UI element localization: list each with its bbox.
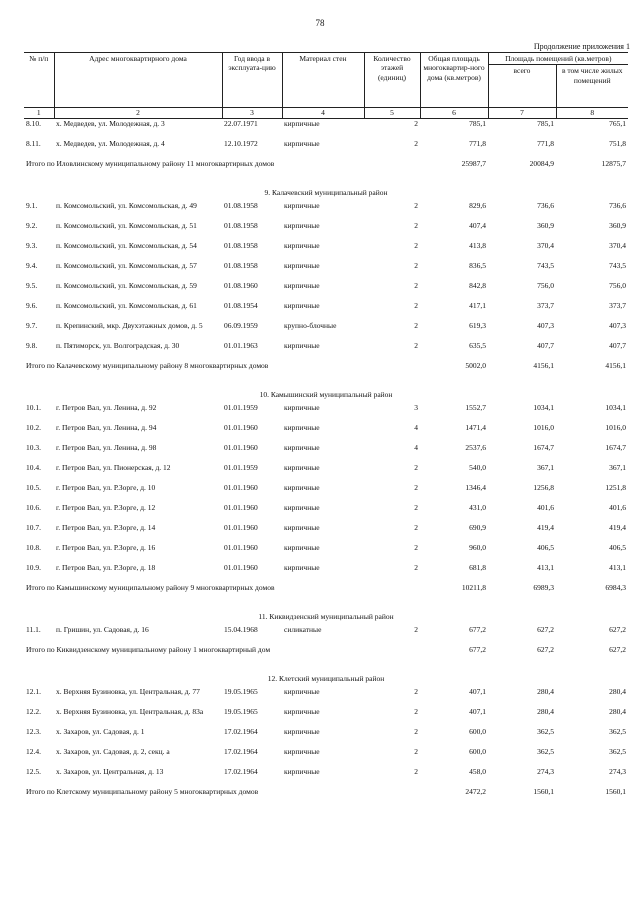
row-total-area: 619,3	[469, 320, 486, 330]
row-premises-area: 362,5	[537, 746, 554, 756]
row-floors: 2	[414, 240, 418, 250]
district-total-row	[24, 583, 628, 609]
row-address: п. Комсомольский, ул. Комсомольская, д. 54	[56, 240, 197, 250]
row-material: кирпичные	[284, 240, 320, 250]
row-year: 01.01.1963	[224, 340, 258, 350]
row-address: г. Петров Вал, ул. Ленина, д. 98	[56, 442, 157, 452]
row-number: 8.10.	[26, 119, 41, 129]
row-material: кирпичные	[284, 200, 320, 210]
continuation-note: Продолжение приложения 1	[533, 42, 630, 51]
row-premises-area: 1034,1	[533, 402, 554, 412]
row-living-area: 280,4	[609, 706, 627, 716]
header-material: Материал стен	[282, 53, 364, 108]
total-area: 677,2	[469, 644, 486, 654]
row-total-area: 960,0	[469, 542, 486, 552]
row-premises-area: 413,1	[537, 562, 554, 572]
row-material: кирпичные	[284, 260, 320, 270]
row-material: кирпичные	[284, 562, 320, 572]
table-row	[24, 423, 628, 443]
row-total-area: 417,1	[469, 300, 486, 310]
table-row	[24, 727, 628, 747]
row-premises-area: 407,7	[537, 340, 554, 350]
column-number: 2	[54, 108, 222, 119]
row-floors: 2	[414, 220, 418, 230]
row-total-area: 407,1	[469, 686, 486, 696]
row-living-area: 736,6	[609, 200, 627, 210]
table-row	[24, 483, 628, 503]
row-address: п. Гришин, ул. Садовая, д. 16	[56, 624, 149, 634]
total-label: Итого по Клетскому муниципальному району 5 многоквартирных домов	[26, 786, 259, 796]
row-address: г. Петров Вал, ул. Пионерская, д. 12	[56, 462, 171, 472]
table-row	[24, 261, 628, 281]
row-address: х. Захаров, ул. Центральная, д. 13	[56, 766, 164, 776]
row-year: 01.01.1959	[224, 462, 258, 472]
row-floors: 2	[414, 542, 418, 552]
row-material: силикатные	[284, 624, 322, 634]
header-number: № п/п	[24, 53, 54, 108]
row-living-area: 1251,8	[605, 482, 627, 492]
row-material: кирпичные	[284, 462, 320, 472]
row-material: кирпичные	[284, 402, 320, 412]
row-year: 06.09.1959	[224, 320, 258, 330]
table-body	[24, 119, 628, 813]
total-living-area: 4156,1	[605, 360, 627, 370]
district-section-row	[24, 609, 628, 625]
row-number: 9.4.	[26, 260, 38, 270]
table-row	[24, 321, 628, 341]
row-address: п. Комсомольский, ул. Комсомольская, д. 49	[56, 200, 197, 210]
row-material: кирпичные	[284, 726, 320, 736]
table-row	[24, 221, 628, 241]
table-row	[24, 523, 628, 543]
total-label: Итого по Камышинскому муниципальному району 9 многоквартирных домов	[26, 582, 275, 592]
column-number: 1	[24, 108, 54, 119]
total-label: Итого по Иловлинскому муниципальному району 11 многоквартирных домов	[26, 158, 275, 168]
row-total-area: 600,0	[469, 746, 486, 756]
row-premises-area: 370,4	[537, 240, 554, 250]
header-premises-total: всего	[488, 65, 556, 108]
header-year: Год ввода в эксплуата-цию	[222, 53, 282, 108]
row-address: г. Петров Вал, ул. Р.Зорге, д. 12	[56, 502, 156, 512]
row-number: 9.7.	[26, 320, 38, 330]
row-year: 01.01.1960	[224, 482, 258, 492]
row-number: 10.7.	[26, 522, 41, 532]
row-living-area: 362,5	[609, 746, 627, 756]
page-number: 78	[315, 18, 325, 28]
row-total-area: 635,5	[469, 340, 486, 350]
row-living-area: 373,7	[609, 300, 627, 310]
row-floors: 2	[414, 522, 418, 532]
row-material: кирпичные	[284, 706, 320, 716]
row-total-area: 407,4	[469, 220, 486, 230]
row-living-area: 413,1	[609, 562, 627, 572]
header-premises-area: Площадь помещений (кв.метров)	[488, 53, 628, 65]
row-address: г. Петров Вал, ул. Ленина, д. 92	[56, 402, 157, 412]
table-row	[24, 281, 628, 301]
row-living-area: 751,8	[609, 138, 627, 148]
row-material: кирпичные	[284, 119, 320, 129]
row-floors: 2	[414, 686, 418, 696]
row-living-area: 627,2	[609, 624, 627, 634]
total-label: Итого по Калачевскому муниципальному району 8 многоквартирных домов	[26, 360, 269, 370]
row-floors: 4	[414, 442, 418, 452]
row-year: 01.08.1958	[224, 240, 258, 250]
row-number: 12.4.	[26, 746, 41, 756]
row-premises-area: 1674,7	[533, 442, 554, 452]
table-row	[24, 747, 628, 767]
row-living-area: 280,4	[609, 686, 627, 696]
total-premises-area: 6989,3	[533, 582, 554, 592]
row-material: кирпичные	[284, 502, 320, 512]
row-living-area: 743,5	[609, 260, 627, 270]
row-floors: 2	[414, 726, 418, 736]
total-living-area: 627,2	[609, 644, 627, 654]
row-total-area: 785,1	[469, 119, 486, 129]
row-living-area: 362,5	[609, 726, 627, 736]
total-area: 2472,2	[465, 786, 486, 796]
row-living-area: 401,6	[609, 502, 627, 512]
row-total-area: 677,2	[469, 624, 486, 634]
row-address: г. Петров Вал, ул. Р.Зорге, д. 10	[56, 482, 156, 492]
row-floors: 2	[414, 482, 418, 492]
row-year: 19.05.1965	[224, 686, 258, 696]
row-address: х. Верхняя Бузиновка, ул. Центральная, д. 83а	[56, 706, 204, 716]
row-premises-area: 743,5	[537, 260, 554, 270]
table-row	[24, 139, 628, 159]
table-row	[24, 463, 628, 483]
row-premises-area: 360,9	[537, 220, 554, 230]
column-number: 3	[222, 108, 282, 119]
row-number: 10.3.	[26, 442, 41, 452]
row-premises-area: 367,1	[537, 462, 554, 472]
row-floors: 2	[414, 706, 418, 716]
table-row	[24, 625, 628, 645]
row-year: 17.02.1964	[224, 766, 258, 776]
total-area: 5002,0	[465, 360, 486, 370]
row-number: 10.9.	[26, 562, 41, 572]
row-total-area: 829,6	[469, 200, 486, 210]
row-material: кирпичные	[284, 442, 320, 452]
section-title: 11. Киквидзенский муниципальный район	[258, 612, 394, 622]
total-area: 25987,7	[461, 158, 486, 168]
row-number: 12.1.	[26, 686, 41, 696]
row-living-area: 274,3	[609, 766, 627, 776]
table-row	[24, 443, 628, 463]
total-premises-area: 20084,9	[529, 158, 554, 168]
table-row	[24, 241, 628, 261]
district-section-row	[24, 387, 628, 403]
row-living-area: 756,0	[609, 280, 627, 290]
row-floors: 2	[414, 624, 418, 634]
row-year: 17.02.1964	[224, 746, 258, 756]
row-address: х. Захаров, ул. Садовая, д. 2, секц. а	[56, 746, 170, 756]
row-address: п. Комсомольский, ул. Комсомольская, д. 59	[56, 280, 197, 290]
row-year: 01.01.1960	[224, 522, 258, 532]
row-material: кирпичные	[284, 422, 320, 432]
row-living-area: 360,9	[609, 220, 627, 230]
table-row	[24, 687, 628, 707]
row-address: п. Комсомольский, ул. Комсомольская, д. 51	[56, 220, 197, 230]
row-living-area: 367,1	[609, 462, 627, 472]
row-number: 12.3.	[26, 726, 41, 736]
row-total-area: 600,0	[469, 726, 486, 736]
row-number: 8.11.	[26, 138, 41, 148]
row-premises-area: 280,4	[537, 706, 554, 716]
row-total-area: 1552,7	[465, 402, 486, 412]
total-premises-area: 1560,1	[533, 786, 554, 796]
row-living-area: 1674,7	[605, 442, 627, 452]
section-title: 10. Камышинский муниципальный район	[259, 390, 393, 400]
header-address: Адрес многоквартирного дома	[54, 53, 222, 108]
row-floors: 2	[414, 340, 418, 350]
row-year: 01.01.1959	[224, 402, 258, 412]
row-address: п. Крепинский, мкр. Двухэтажных домов, д. 5	[56, 320, 203, 330]
row-material: кирпичные	[284, 686, 320, 696]
row-year: 22.07.1971	[224, 119, 258, 129]
header-floors: Количество этажей (единиц)	[364, 53, 420, 108]
row-floors: 2	[414, 746, 418, 756]
row-living-area: 765,1	[609, 119, 627, 129]
total-premises-area: 627,2	[537, 644, 554, 654]
table-row	[24, 543, 628, 563]
row-premises-area: 280,4	[537, 686, 554, 696]
district-total-row	[24, 787, 628, 813]
row-address: х. Медведев, ул. Молодежная, д. 4	[56, 138, 165, 148]
row-total-area: 771,8	[469, 138, 486, 148]
row-year: 01.08.1958	[224, 260, 258, 270]
table-row	[24, 503, 628, 523]
row-year: 01.08.1958	[224, 200, 258, 210]
row-premises-area: 627,2	[537, 624, 554, 634]
row-number: 9.2.	[26, 220, 38, 230]
row-number: 10.2.	[26, 422, 41, 432]
total-living-area: 1560,1	[605, 786, 627, 796]
row-living-area: 407,3	[609, 320, 627, 330]
row-floors: 4	[414, 422, 418, 432]
row-material: крупно-блочные	[284, 320, 337, 330]
column-number: 6	[420, 108, 488, 119]
total-living-area: 12875,7	[601, 158, 627, 168]
row-year: 01.08.1958	[224, 220, 258, 230]
row-premises-area: 406,5	[537, 542, 554, 552]
row-premises-area: 419,4	[537, 522, 554, 532]
row-number: 10.4.	[26, 462, 41, 472]
row-address: г. Петров Вал, ул. Р.Зорге, д. 18	[56, 562, 156, 572]
table-row	[24, 563, 628, 583]
row-living-area: 1034,1	[605, 402, 627, 412]
table-row	[24, 119, 628, 139]
row-premises-area: 407,3	[537, 320, 554, 330]
row-living-area: 419,4	[609, 522, 627, 532]
row-address: г. Петров Вал, ул. Р.Зорге, д. 14	[56, 522, 156, 532]
row-total-area: 540,0	[469, 462, 486, 472]
row-number: 12.5.	[26, 766, 41, 776]
row-premises-area: 274,3	[537, 766, 554, 776]
row-material: кирпичные	[284, 220, 320, 230]
row-total-area: 2537,6	[465, 442, 486, 452]
column-numbers-row	[24, 108, 628, 119]
row-floors: 2	[414, 200, 418, 210]
section-title: 9. Калачевский муниципальный район	[264, 188, 388, 198]
row-number: 10.6.	[26, 502, 41, 512]
row-floors: 2	[414, 502, 418, 512]
row-number: 9.1.	[26, 200, 38, 210]
row-number: 12.2.	[26, 706, 41, 716]
row-year: 01.01.1960	[224, 502, 258, 512]
row-year: 01.08.1960	[224, 280, 258, 290]
column-number: 7	[488, 108, 556, 119]
table-row	[24, 403, 628, 423]
row-floors: 2	[414, 562, 418, 572]
row-living-area: 406,5	[609, 542, 627, 552]
row-material: кирпичные	[284, 482, 320, 492]
section-title: 12. Клетский муниципальный район	[267, 674, 385, 684]
district-section-row	[24, 185, 628, 201]
row-floors: 2	[414, 138, 418, 148]
row-premises-area: 785,1	[537, 119, 554, 129]
row-year: 01.01.1960	[224, 442, 258, 452]
total-living-area: 6984,3	[605, 582, 627, 592]
row-year: 19.05.1965	[224, 706, 258, 716]
row-year: 01.08.1954	[224, 300, 258, 310]
row-floors: 2	[414, 320, 418, 330]
row-address: х. Захаров, ул. Садовая, д. 1	[56, 726, 145, 736]
row-total-area: 836,5	[469, 260, 486, 270]
row-premises-area: 373,7	[537, 300, 554, 310]
row-number: 11.1.	[26, 624, 41, 634]
row-year: 01.01.1960	[224, 562, 258, 572]
row-total-area: 1471,4	[465, 422, 486, 432]
row-material: кирпичные	[284, 746, 320, 756]
row-year: 12.10.1972	[224, 138, 258, 148]
table-row	[24, 767, 628, 787]
table-row	[24, 201, 628, 221]
row-number: 9.3.	[26, 240, 38, 250]
row-floors: 2	[414, 280, 418, 290]
row-address: х. Медведев, ул. Молодежная, д. 3	[56, 119, 165, 129]
table-row	[24, 707, 628, 727]
row-number: 9.8.	[26, 340, 38, 350]
row-number: 10.8.	[26, 542, 41, 552]
row-floors: 2	[414, 766, 418, 776]
total-label: Итого по Киквидзенскому муниципальному району 1 многоквартирный дом	[26, 644, 271, 654]
row-premises-area: 756,0	[537, 280, 554, 290]
row-address: г. Петров Вал, ул. Ленина, д. 94	[56, 422, 157, 432]
district-section-row	[24, 671, 628, 687]
housing-table	[24, 52, 628, 813]
row-total-area: 1346,4	[465, 482, 486, 492]
total-premises-area: 4156,1	[533, 360, 554, 370]
table-row	[24, 301, 628, 321]
row-total-area: 690,9	[469, 522, 486, 532]
row-total-area: 407,1	[469, 706, 486, 716]
row-material: кирпичные	[284, 300, 320, 310]
row-floors: 2	[414, 300, 418, 310]
row-material: кирпичные	[284, 280, 320, 290]
row-premises-area: 362,5	[537, 726, 554, 736]
table-row	[24, 341, 628, 361]
row-premises-area: 771,8	[537, 138, 554, 148]
column-number: 5	[364, 108, 420, 119]
row-floors: 2	[414, 260, 418, 270]
row-floors: 2	[414, 119, 418, 129]
district-total-row	[24, 159, 628, 185]
header-total-area: Общая площадь многоквартир-ного дома (кв.метров)	[420, 53, 488, 108]
row-living-area: 407,7	[609, 340, 627, 350]
column-number: 4	[282, 108, 364, 119]
row-number: 10.1.	[26, 402, 41, 412]
row-total-area: 413,8	[469, 240, 486, 250]
row-number: 9.6.	[26, 300, 38, 310]
district-total-row	[24, 361, 628, 387]
row-address: х. Верхняя Бузиновка, ул. Центральная, д. 77	[56, 686, 200, 696]
row-total-area: 681,8	[469, 562, 486, 572]
column-number: 8	[556, 108, 628, 119]
row-year: 01.01.1960	[224, 542, 258, 552]
row-year: 01.01.1960	[224, 422, 258, 432]
row-address: п. Комсомольский, ул. Комсомольская, д. 61	[56, 300, 197, 310]
row-premises-area: 1016,0	[533, 422, 554, 432]
row-year: 17.02.1964	[224, 726, 258, 736]
row-address: г. Петров Вал, ул. Р.Зорге, д. 16	[56, 542, 156, 552]
row-address: п. Пятиморск, ул. Волгоградская, д. 30	[56, 340, 180, 350]
row-premises-area: 1256,8	[533, 482, 554, 492]
row-year: 15.04.1968	[224, 624, 258, 634]
row-total-area: 458,0	[469, 766, 486, 776]
row-living-area: 1016,0	[605, 422, 627, 432]
table-header-row	[24, 53, 628, 65]
row-number: 10.5.	[26, 482, 41, 492]
row-material: кирпичные	[284, 766, 320, 776]
row-material: кирпичные	[284, 522, 320, 532]
row-material: кирпичные	[284, 138, 320, 148]
row-total-area: 842,8	[469, 280, 486, 290]
row-premises-area: 736,6	[537, 200, 554, 210]
row-address: п. Комсомольский, ул. Комсомольская, д. 57	[56, 260, 197, 270]
row-material: кирпичные	[284, 542, 320, 552]
row-total-area: 431,0	[469, 502, 486, 512]
row-floors: 2	[414, 462, 418, 472]
header-premises-living: в том числе жилых помещений	[556, 65, 628, 108]
district-total-row	[24, 645, 628, 671]
row-premises-area: 401,6	[537, 502, 554, 512]
total-area: 10211,8	[461, 582, 486, 592]
row-material: кирпичные	[284, 340, 320, 350]
row-number: 9.5.	[26, 280, 38, 290]
row-living-area: 370,4	[609, 240, 627, 250]
row-floors: 3	[414, 402, 418, 412]
